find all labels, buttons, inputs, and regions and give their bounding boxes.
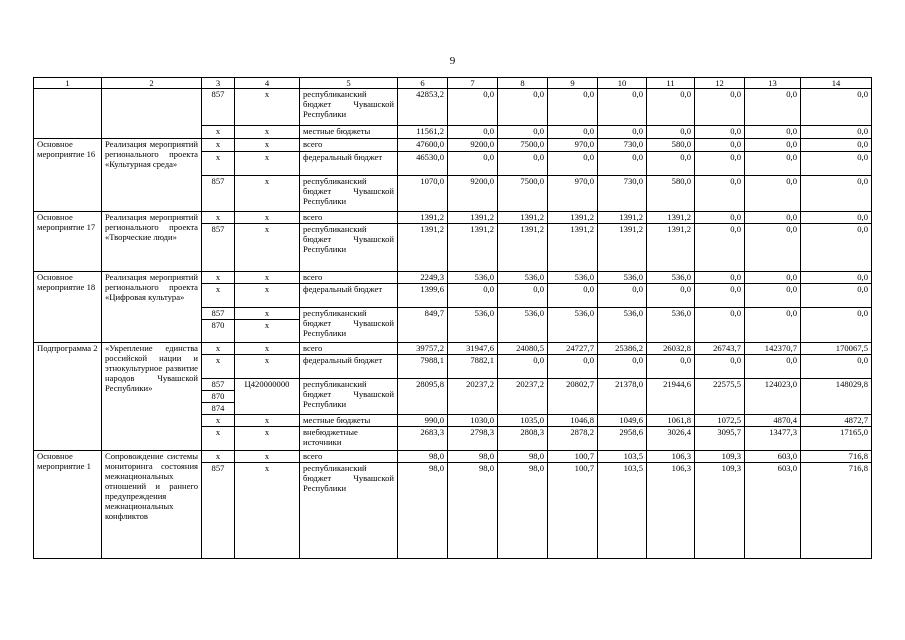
- header-cell: 9: [548, 78, 598, 89]
- table-row: [34, 272, 872, 284]
- cell-value: 0,0: [598, 355, 647, 379]
- cell-value: 7988,1: [398, 355, 448, 379]
- header-cell: 10: [598, 78, 647, 89]
- cell-value: 1030,0: [448, 415, 498, 427]
- cell-value: 28095,8: [398, 379, 448, 415]
- cell-source: республиканский бюджет Чувашской Республики: [300, 463, 398, 559]
- cell-value: 109,3: [695, 451, 745, 463]
- cell-value: 0,0: [647, 355, 695, 379]
- cell-value: 0,0: [745, 89, 801, 126]
- cell-code: x: [235, 284, 300, 308]
- cell-value: 21944,6: [647, 379, 695, 415]
- cell-code: x: [235, 415, 300, 427]
- table-row: [34, 451, 872, 463]
- cell-value: 20802,7: [548, 379, 598, 415]
- cell-value: 9200,0: [448, 139, 498, 152]
- cell-value: 3026,4: [647, 427, 695, 451]
- cell-value: 0,0: [695, 139, 745, 152]
- cell-value: 0,0: [801, 224, 872, 272]
- cell-event-name: Основное мероприятие 16: [34, 139, 102, 212]
- cell-value: 46530,0: [398, 152, 448, 176]
- cell-value: 22575,5: [695, 379, 745, 415]
- cell-value: 7882,1: [448, 355, 498, 379]
- cell-value: 98,0: [398, 463, 448, 559]
- cell-value: 0,0: [745, 126, 801, 139]
- cell-code: x: [235, 139, 300, 152]
- cell-value: 2808,3: [498, 427, 548, 451]
- header-cell: 1: [34, 78, 102, 89]
- cell-value: 106,3: [647, 463, 695, 559]
- cell-value: 970,0: [548, 139, 598, 152]
- cell-value: 0,0: [448, 89, 498, 126]
- cell-value: 0,0: [548, 152, 598, 176]
- cell-value: 0,0: [448, 152, 498, 176]
- cell-value: 0,0: [448, 126, 498, 139]
- table-row: [34, 89, 872, 126]
- cell-value: 0,0: [695, 212, 745, 224]
- cell-value: 0,0: [695, 176, 745, 212]
- table-row: [34, 343, 872, 355]
- cell-value: 98,0: [448, 463, 498, 559]
- cell-value: 20237,2: [448, 379, 498, 415]
- cell-value: 103,5: [598, 463, 647, 559]
- cell-value: 0,0: [498, 152, 548, 176]
- cell-value: 103,5: [598, 451, 647, 463]
- cell-value: 0,0: [647, 126, 695, 139]
- cell-value: 536,0: [498, 308, 548, 343]
- cell-value: 0,0: [801, 152, 872, 176]
- cell-value: 1035,0: [498, 415, 548, 427]
- cell-source: республиканский бюджет Чувашской Республики: [300, 176, 398, 212]
- cell-value: 7500,0: [498, 139, 548, 152]
- cell-value: 98,0: [448, 451, 498, 463]
- header-cell: 12: [695, 78, 745, 89]
- cell-source: всего: [300, 272, 398, 284]
- cell-value: 2958,6: [598, 427, 647, 451]
- cell-value: 1391,2: [498, 212, 548, 224]
- cell-value: 0,0: [801, 126, 872, 139]
- cell-value: 47600,0: [398, 139, 448, 152]
- cell-value: 0,0: [548, 355, 598, 379]
- cell-code: x: [202, 139, 235, 152]
- cell-source: республиканский бюджет Чувашской Республики: [300, 89, 398, 126]
- cell-empty: [34, 89, 102, 139]
- cell-value: 0,0: [745, 308, 801, 343]
- cell-value: 0,0: [498, 355, 548, 379]
- cell-code: x: [235, 320, 300, 343]
- cell-value: 0,0: [801, 284, 872, 308]
- cell-value: 0,0: [801, 139, 872, 152]
- cell-value: 0,0: [498, 89, 548, 126]
- table-header-row: [34, 78, 872, 89]
- cell-value: 0,0: [695, 152, 745, 176]
- cell-value: 536,0: [548, 272, 598, 284]
- cell-value: 0,0: [745, 139, 801, 152]
- cell-value: 0,0: [498, 126, 548, 139]
- cell-value: 1391,2: [598, 212, 647, 224]
- header-cell: 4: [235, 78, 300, 89]
- cell-value: 580,0: [647, 139, 695, 152]
- cell-value: 20237,2: [498, 379, 548, 415]
- cell-code: 857: [202, 379, 235, 391]
- cell-value: 536,0: [647, 272, 695, 284]
- cell-event-description: Реализация мероприятий регионального проекта «Цифровая культура»: [102, 272, 202, 343]
- cell-value: 0,0: [598, 284, 647, 308]
- cell-code: 857: [202, 89, 235, 126]
- cell-code: x: [202, 451, 235, 463]
- cell-value: 0,0: [801, 212, 872, 224]
- cell-source: федеральный бюджет: [300, 152, 398, 176]
- cell-value: 100,7: [548, 451, 598, 463]
- cell-value: 0,0: [598, 152, 647, 176]
- cell-value: 0,0: [695, 126, 745, 139]
- cell-value: 716,8: [801, 451, 872, 463]
- cell-source: федеральный бюджет: [300, 355, 398, 379]
- budget-table: [33, 77, 872, 559]
- cell-value: 1391,2: [448, 212, 498, 224]
- cell-source: федеральный бюджет: [300, 284, 398, 308]
- cell-value: 100,7: [548, 463, 598, 559]
- cell-event-name: Подпрограмма 2: [34, 343, 102, 451]
- cell-code: x: [202, 427, 235, 451]
- header-cell: 8: [498, 78, 548, 89]
- cell-source: всего: [300, 343, 398, 355]
- cell-value: 24080,5: [498, 343, 548, 355]
- cell-value: 109,3: [695, 463, 745, 559]
- cell-value: 0,0: [647, 89, 695, 126]
- cell-code: x: [202, 343, 235, 355]
- cell-source: местные бюджеты: [300, 415, 398, 427]
- cell-value: 1391,2: [598, 224, 647, 272]
- cell-code: x: [202, 212, 235, 224]
- cell-code: x: [235, 427, 300, 451]
- cell-value: 2249,3: [398, 272, 448, 284]
- cell-value: 0,0: [745, 176, 801, 212]
- cell-value: 0,0: [745, 284, 801, 308]
- cell-value: 0,0: [801, 89, 872, 126]
- cell-value: 21378,0: [598, 379, 647, 415]
- cell-value: 603,0: [745, 451, 801, 463]
- cell-value: 0,0: [695, 308, 745, 343]
- cell-value: 0,0: [695, 284, 745, 308]
- cell-code: x: [202, 152, 235, 176]
- cell-value: 0,0: [801, 272, 872, 284]
- cell-value: 536,0: [548, 308, 598, 343]
- cell-value: 1049,6: [598, 415, 647, 427]
- cell-source: всего: [300, 212, 398, 224]
- cell-value: 0,0: [745, 224, 801, 272]
- cell-value: 0,0: [695, 224, 745, 272]
- header-cell: 13: [745, 78, 801, 89]
- cell-value: 0,0: [647, 152, 695, 176]
- cell-value: 1391,2: [548, 212, 598, 224]
- cell-source: всего: [300, 139, 398, 152]
- cell-value: 26032,8: [647, 343, 695, 355]
- cell-value: 1391,2: [398, 212, 448, 224]
- cell-event-description: «Укрепление единства российской нации и этнокультурное развитие народов Чувашской Республики»: [102, 343, 202, 451]
- cell-value: 716,8: [801, 463, 872, 559]
- cell-value: 9200,0: [448, 176, 498, 212]
- cell-code: x: [235, 152, 300, 176]
- cell-value: 849,7: [398, 308, 448, 343]
- cell-value: 0,0: [801, 308, 872, 343]
- cell-value: 603,0: [745, 463, 801, 559]
- cell-code: 857: [202, 176, 235, 212]
- cell-value: 0,0: [548, 89, 598, 126]
- cell-value: 11561,2: [398, 126, 448, 139]
- table-row: [34, 212, 872, 224]
- cell-value: 4872,7: [801, 415, 872, 427]
- cell-value: 1070,0: [398, 176, 448, 212]
- cell-value: 124023,0: [745, 379, 801, 415]
- cell-code: x: [235, 308, 300, 320]
- cell-value: 536,0: [647, 308, 695, 343]
- cell-value: 1391,2: [647, 212, 695, 224]
- cell-code: 870: [202, 320, 235, 343]
- cell-value: 1061,8: [647, 415, 695, 427]
- cell-value: 0,0: [801, 176, 872, 212]
- cell-value: 98,0: [398, 451, 448, 463]
- cell-value: 580,0: [647, 176, 695, 212]
- cell-value: 148029,8: [801, 379, 872, 415]
- cell-code: x: [235, 272, 300, 284]
- cell-code: 857: [202, 463, 235, 559]
- cell-value: 13477,3: [745, 427, 801, 451]
- cell-event-description: Реализация мероприятий регионального проекта «Творческие люди»: [102, 212, 202, 272]
- cell-value: 2683,3: [398, 427, 448, 451]
- table-row: [34, 139, 872, 152]
- cell-value: 98,0: [498, 451, 548, 463]
- cell-value: 0,0: [695, 89, 745, 126]
- cell-code: x: [235, 176, 300, 212]
- cell-value: 1391,2: [398, 224, 448, 272]
- header-cell: 2: [102, 78, 202, 89]
- cell-value: 0,0: [548, 126, 598, 139]
- cell-value: 39757,2: [398, 343, 448, 355]
- cell-value: 17165,0: [801, 427, 872, 451]
- cell-code: x: [235, 212, 300, 224]
- cell-code: x: [235, 89, 300, 126]
- cell-value: 730,0: [598, 176, 647, 212]
- cell-value: 0,0: [745, 355, 801, 379]
- cell-code: x: [235, 224, 300, 272]
- cell-value: 0,0: [745, 152, 801, 176]
- cell-source: внебюджетные источники: [300, 427, 398, 451]
- cell-value: 0,0: [498, 284, 548, 308]
- cell-code: 870: [202, 391, 235, 403]
- cell-value: 26743,7: [695, 343, 745, 355]
- cell-code: x: [202, 415, 235, 427]
- cell-value: 0,0: [745, 272, 801, 284]
- cell-value: 7500,0: [498, 176, 548, 212]
- cell-value: 0,0: [647, 284, 695, 308]
- header-cell: 11: [647, 78, 695, 89]
- cell-value: 1391,2: [498, 224, 548, 272]
- cell-event-description: Сопровождение системы мониторинга состояния межнациональных отношений и раннего предупреждения межнациональных конфликтов: [102, 451, 202, 559]
- cell-value: 0,0: [598, 126, 647, 139]
- cell-code: x: [235, 463, 300, 559]
- cell-value: 3095,7: [695, 427, 745, 451]
- header-cell: 5: [300, 78, 398, 89]
- cell-empty: [102, 89, 202, 139]
- cell-value: 106,3: [647, 451, 695, 463]
- cell-value: 42853,2: [398, 89, 448, 126]
- cell-value: 536,0: [448, 272, 498, 284]
- cell-value: 170067,5: [801, 343, 872, 355]
- cell-value: 0,0: [695, 272, 745, 284]
- cell-code: 874: [202, 403, 235, 415]
- header-cell: 3: [202, 78, 235, 89]
- cell-value: 536,0: [598, 308, 647, 343]
- cell-code: x: [202, 126, 235, 139]
- cell-code: x: [202, 272, 235, 284]
- cell-value: 1391,2: [548, 224, 598, 272]
- cell-value: 0,0: [745, 212, 801, 224]
- cell-value: 4870,4: [745, 415, 801, 427]
- cell-code: x: [235, 343, 300, 355]
- cell-source: всего: [300, 451, 398, 463]
- cell-value: 31947,6: [448, 343, 498, 355]
- cell-value: 536,0: [498, 272, 548, 284]
- cell-source: республиканский бюджет Чувашской Республики: [300, 224, 398, 272]
- cell-event-name: Основное мероприятие 1: [34, 451, 102, 559]
- cell-event-name: Основное мероприятие 17: [34, 212, 102, 272]
- cell-code: x: [235, 355, 300, 379]
- cell-value: 1391,2: [448, 224, 498, 272]
- cell-value: 2798,3: [448, 427, 498, 451]
- cell-value: 0,0: [448, 284, 498, 308]
- cell-value: 0,0: [695, 355, 745, 379]
- cell-code: 857: [202, 308, 235, 320]
- cell-value: 0,0: [801, 355, 872, 379]
- cell-code: x: [235, 126, 300, 139]
- cell-value: 1072,5: [695, 415, 745, 427]
- cell-value: 1399,6: [398, 284, 448, 308]
- cell-source: республиканский бюджет Чувашской Республики: [300, 379, 398, 415]
- cell-code: x: [235, 451, 300, 463]
- cell-value: 98,0: [498, 463, 548, 559]
- cell-value: 536,0: [448, 308, 498, 343]
- cell-value: 0,0: [598, 89, 647, 126]
- cell-value: 25386,2: [598, 343, 647, 355]
- cell-value: 0,0: [548, 284, 598, 308]
- header-cell: 6: [398, 78, 448, 89]
- cell-value: 730,0: [598, 139, 647, 152]
- cell-value: 1391,2: [647, 224, 695, 272]
- cell-value: 24727,7: [548, 343, 598, 355]
- cell-code: x: [202, 284, 235, 308]
- header-cell: 7: [448, 78, 498, 89]
- cell-value: 970,0: [548, 176, 598, 212]
- cell-event-name: Основное мероприятие 18: [34, 272, 102, 343]
- cell-value: 536,0: [598, 272, 647, 284]
- cell-code: Ц420000000: [235, 379, 300, 415]
- cell-source: республиканский бюджет Чувашской Республики: [300, 308, 398, 343]
- cell-code: 857: [202, 224, 235, 272]
- cell-event-description: Реализация мероприятий регионального проекта «Культурная среда»: [102, 139, 202, 212]
- cell-value: 2878,2: [548, 427, 598, 451]
- cell-value: 990,0: [398, 415, 448, 427]
- cell-value: 142370,7: [745, 343, 801, 355]
- page-number: 9: [449, 55, 456, 67]
- header-cell: 14: [801, 78, 872, 89]
- cell-value: 1046,8: [548, 415, 598, 427]
- cell-code: x: [202, 355, 235, 379]
- cell-source: местные бюджеты: [300, 126, 398, 139]
